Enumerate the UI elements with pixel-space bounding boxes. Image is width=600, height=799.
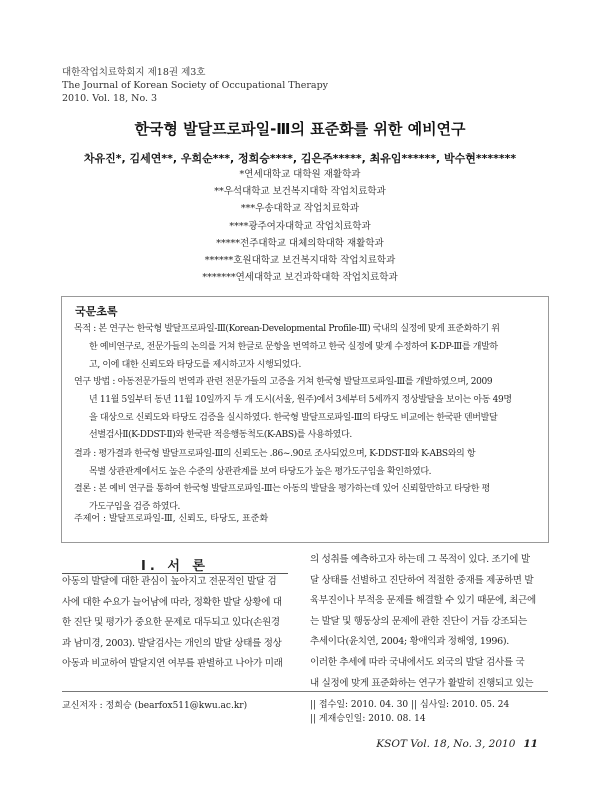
paper-title: 한국형 발달프로파일-Ⅲ의 표준화를 위한 예비연구 bbox=[134, 120, 466, 138]
body-line: 아동과 비교하여 발달지연 여부를 판별하고 나아가 미래 bbox=[62, 658, 283, 670]
affiliation: ****광주여자대학교 작업치료학과 bbox=[229, 220, 371, 232]
page-footer bbox=[376, 738, 538, 750]
page-number: 11 bbox=[523, 738, 538, 750]
body-line: 내 실정에 맞게 표준화하는 연구가 활발히 진행되고 있는 bbox=[310, 677, 534, 689]
affiliation: ***우송대학교 작업치료학과 bbox=[240, 203, 360, 215]
abstract-methods bbox=[74, 374, 544, 445]
body-line: 이러한 추세에 따라 국내에서도 외국의 발달 검사를 국 bbox=[310, 656, 525, 668]
abstract-line: 고, 이에 대한 신뢰도와 타당도를 제시하고자 시행되었다. bbox=[89, 359, 302, 370]
affiliation: *****전주대학교 대체의학대학 재활학과 bbox=[216, 237, 384, 249]
abstract-line: 년 11월 5일부터 동년 11월 10일까지 두 개 도시(서울, 원주)에서 3세부터 5세까지 정상발달을 보이는 아동 49명 bbox=[89, 394, 512, 405]
abstract-line: 가도구임을 검증 하였다. bbox=[89, 501, 180, 512]
body-line: 의 성취를 예측하고자 하는데 그 목적이 있다. 조기에 발 bbox=[310, 554, 530, 565]
body-column-right bbox=[310, 550, 548, 694]
body-line: 아동의 발달에 대한 관심이 높아지고 전문적인 발달 검 bbox=[62, 576, 277, 587]
body-line: 한 진단 및 평가가 중요한 문제로 대두되고 있다(손원경 bbox=[62, 617, 280, 629]
abstract-line: 을 대상으로 신뢰도와 타당도 검증을 실시하였다. 한국형 발달프로파일-Ⅲ의 타당도 비교에는 한국판 덴버발달 bbox=[89, 412, 498, 423]
abstract-line: 연구 방법 : 아동전문가들의 번역과 관련 전문가들의 고증을 거쳐 한국형 발달프로파일-Ⅲ를 개발하였으며, 2009 bbox=[74, 377, 493, 387]
keywords: 주제어 : 발달프로파일-Ⅲ, 신뢰도, 타당도, 표준화 bbox=[74, 514, 269, 524]
author-list: 차유진*, 김세연**, 우희순***, 정희승****, 김은주*****, 최유임******, 박수현******* bbox=[83, 152, 517, 165]
body-line: 과 남미경, 2003). 발달검사는 개인의 발달 상태를 정상 bbox=[62, 637, 282, 649]
abstract-purpose bbox=[74, 321, 544, 374]
abstract-line: 목적 : 본 연구는 한국형 발달프로파일-Ⅲ(Korean-Developmental Profile-Ⅲ) 국내의 실정에 맞게 표준화하기 위 bbox=[74, 324, 500, 334]
footer-divider bbox=[62, 691, 548, 692]
submission-dates bbox=[310, 698, 509, 726]
journal-volume: 2010. Vol. 18, No. 3 bbox=[62, 93, 158, 104]
body-line: 사에 대한 수요가 늘어남에 따라, 정확한 발달 상황에 대 bbox=[62, 596, 282, 608]
abstract-line: 한 예비연구로, 전문가들의 논의를 거쳐 한글로 문항을 번역하고 한국 실정에 맞게 수정하여 K-DP-Ⅲ를 개발하 bbox=[89, 341, 498, 352]
abstract-box bbox=[61, 296, 549, 543]
section-heading: Ⅰ. 서 론 bbox=[141, 559, 209, 574]
date-line: || 접수일: 2010. 04. 30 || 심사일: 2010. 05. 24 bbox=[310, 700, 510, 710]
body-column-left bbox=[62, 572, 290, 675]
abstract-heading: 국문초록 bbox=[75, 305, 118, 318]
journal-name-english: The Journal of Korean Society of Occupational Therapy bbox=[62, 80, 329, 91]
body-line: 달 상태를 선별하고 진단하여 적절한 중재를 제공하면 발 bbox=[310, 574, 534, 586]
body-line: 육부진이나 부적응 문제를 해결할 수 있기 때문에, 최근에 bbox=[310, 595, 536, 607]
corresponding-author: 교신저자 : 정희승 (bearfox511@kwu.ac.kr) bbox=[62, 701, 248, 711]
journal-header bbox=[62, 66, 328, 105]
date-line: || 게재승인일: 2010. 08. 14 bbox=[310, 714, 426, 724]
affiliation: ******호원대학교 보건복지대학 작업치료학과 bbox=[204, 255, 396, 267]
affiliation: *******연세대학교 보건과학대학 작업치료학과 bbox=[202, 272, 398, 284]
affiliation-list bbox=[0, 166, 600, 286]
journal-short-name: KSOT Vol. 18, No. 3, 2010 bbox=[376, 738, 516, 750]
abstract-line: 선별검사Ⅱ(K-DDST-Ⅱ)와 한국판 적응행동척도(K-ABS)를 사용하였다. bbox=[89, 430, 352, 441]
journal-name-korean: 대한작업치료학회지 제18권 제3호 bbox=[62, 67, 206, 78]
abstract-line: 목별 상관관계에서도 높은 수준의 상관관계를 보여 타당도가 높은 평가도구임을 확인하였다. bbox=[89, 466, 432, 477]
affiliation: *연세대학교 대학원 재활학과 bbox=[239, 169, 361, 180]
body-line: 는 발달 및 행동상의 문제에 관한 진단이 거듭 강조되는 bbox=[310, 615, 528, 627]
abstract-line: 결과 : 평가결과 한국형 발달프로파일-Ⅲ의 신뢰도는 .86~.90로 조사되었으며, K-DDST-Ⅱ와 K-ABS와의 항 bbox=[74, 449, 476, 459]
affiliation: **우석대학교 보건복지대학 작업치료학과 bbox=[214, 186, 386, 198]
body-line: 추세이다(윤치연, 2004; 황애익과 정해영, 1996). bbox=[310, 636, 509, 648]
abstract-line: 결론 : 본 예비 연구를 통하여 한국형 발달프로파일-Ⅲ는 아동의 발달을 평가하는데 있어 신뢰할만하고 타당한 평 bbox=[74, 484, 490, 494]
abstract-results bbox=[74, 446, 544, 482]
